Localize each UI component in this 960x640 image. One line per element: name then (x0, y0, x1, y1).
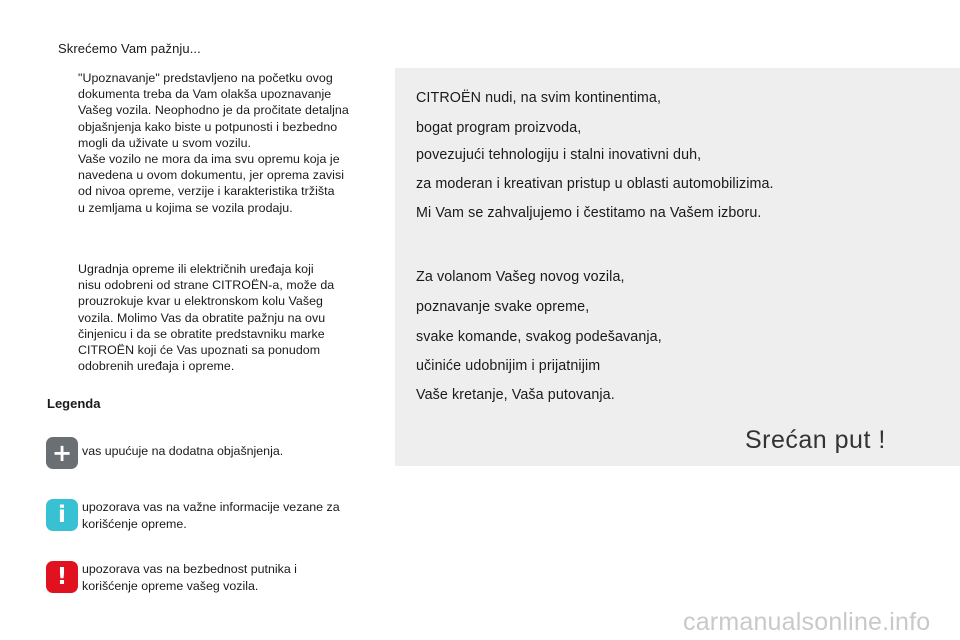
welcome-line: učiniće udobnijim i prijatnijim (416, 358, 601, 374)
intro-line: od nivoa opreme, verzije i karakteristika tržišta (78, 184, 335, 199)
warning-line: Ugradnja opreme ili električnih uređaja koji (78, 262, 314, 276)
signoff-text: Srećan put ! (745, 426, 886, 454)
welcome-line: Za volanom Vašeg novog vozila, (416, 269, 625, 285)
attention-note: Skrećemo Vam pažnju... (58, 41, 201, 56)
welcome-line: svake komande, svakog podešavanja, (416, 329, 662, 345)
watermark: carmanualsonline.info (683, 608, 931, 636)
intro-line: navedena u ovom dokumentu, jer oprema zavisi (78, 168, 344, 183)
legend-text-line: vas upućuje na dodatna objašnjenja. (82, 444, 284, 458)
welcome-line: CITROËN nudi, na svim kontinentima, (416, 90, 662, 106)
intro-line: u zemljama u kojima se vozila prodaju. (78, 200, 293, 215)
warning-icon: ! (46, 561, 78, 593)
intro-line: dokumenta treba da Vam olakša upoznavanje (78, 87, 332, 102)
legend-text (82, 499, 382, 532)
welcome-line: povezujući tehnologiju i stalni inovativni duh, (416, 147, 702, 163)
intro-line: mogli da uživate u svom vozilu. (78, 135, 252, 150)
welcome-line: bogat program proizvoda, (416, 120, 582, 136)
warning-line: činjenicu i da se obratite predstavniku marke (78, 326, 325, 341)
intro-line: "Upoznavanje" predstavljeno na početku ovog (78, 71, 333, 85)
warning-line: odobrenih uređaja i opreme. (78, 359, 235, 374)
intro-line: objašnjenja kako biste u potpunosti i bezbedno (78, 119, 338, 134)
info-icon: i (46, 499, 78, 531)
intro-line: Vašeg vozila. Neophodno je da pročitate detaljna (78, 103, 349, 118)
legend-text (82, 561, 382, 594)
warning-line: nisu odobreni od strane CITROËN-a, može da (78, 278, 335, 293)
welcome-line: Mi Vam se zahvaljujemo i čestitamo na Vašem izboru. (416, 205, 762, 221)
warning-line: vozila. Molimo Vas da obratite pažnju na ovu (78, 310, 326, 325)
welcome-line: poznavanje svake opreme, (416, 299, 590, 315)
warning-line: CITROËN koji će Vas upoznati sa ponudom (78, 343, 321, 358)
legend-text (82, 443, 382, 460)
legend-title: Legenda (47, 396, 101, 411)
legend-text-line: korišćenje opreme. (82, 516, 187, 531)
plus-icon: + (46, 437, 78, 469)
welcome-panel (395, 68, 960, 466)
intro-paragraph (78, 70, 378, 216)
legend-text-line: upozorava vas na bezbednost putnika i (82, 562, 297, 576)
legend-text-line: korišćenje opreme vašeg vozila. (82, 578, 259, 593)
welcome-line: za moderan i kreativan pristup u oblasti automobilizima. (416, 176, 774, 192)
equipment-warning-paragraph (78, 261, 378, 374)
warning-line: prouzrokuje kvar u elektronskom kolu Vašeg (78, 294, 323, 309)
intro-line: Vaše vozilo ne mora da ima svu opremu koja je (78, 152, 340, 167)
legend-text-line: upozorava vas na važne informacije vezane za (82, 500, 340, 514)
welcome-line: Vaše kretanje, Vaša putovanja. (416, 387, 615, 403)
